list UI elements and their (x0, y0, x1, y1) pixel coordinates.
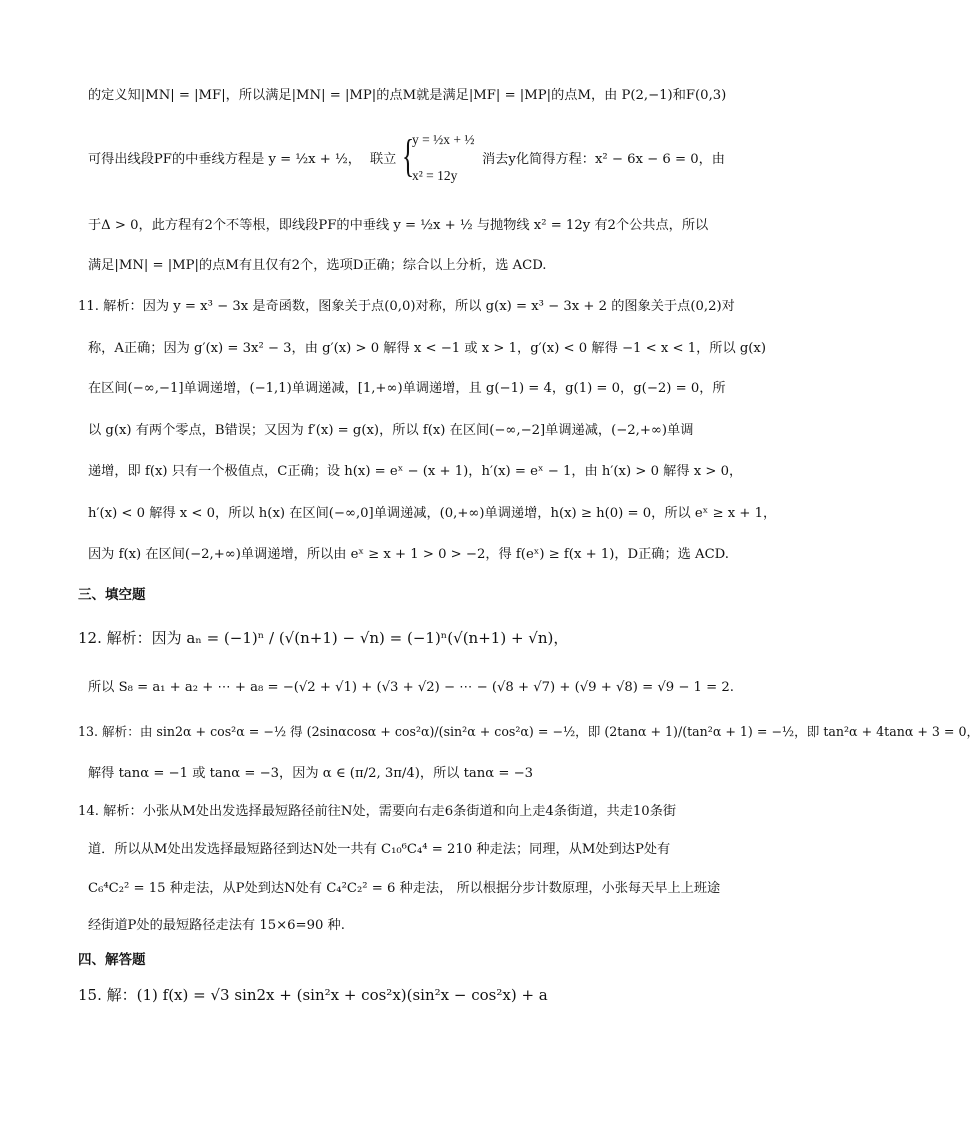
text-line: 解得 tanα = −1 或 tanα = −3，因为 α ∈ (π/2, 3π/4)，所以 tanα = −3 (88, 766, 534, 781)
text-line: 15. 解：(1) f(x) = √3 sin2x + (sin²x + cos²x)(sin²x − cos²x) + a (78, 986, 548, 1004)
section-heading: 四、解答题 (78, 952, 146, 968)
text-line: 14. 解析：小张从M处出发选择最短路径前往N处，需要向右走6条街道和向上走4条街道，共走10条街 (78, 804, 677, 819)
text-line: h′(x) < 0 解得 x < 0，所以 h(x) 在区间(−∞,0]单调递减，(0,+∞)单调递增，h(x) ≥ h(0) = 0，所以 eˣ ≥ x + 1， (88, 506, 777, 521)
text-line: 11. 解析：因为 y = x³ − 3x 是奇函数，图象关于点(0,0)对称，所以 g(x) = x³ − 3x + 2 的图象关于点(0,2)对 (78, 299, 735, 314)
text-line: 12. 解析：因为 aₙ = (−1)ⁿ / (√(n+1) − √n) = (−1)ⁿ(√(n+1) + √n)， (78, 629, 569, 647)
text-line: 可得出线段PF的中垂线方程是 y = ½x + ½， (88, 152, 361, 167)
text-line: 所以 S₈ = a₁ + a₂ + ⋯ + a₈ = −(√2 + √1) + (√3 + √2) − ⋯ − (√8 + √7) + (√9 + √8) = √9 − 1 = 2. (88, 680, 734, 695)
text-line: 于Δ > 0，此方程有2个不等根，即线段PF的中垂线 y = ½x + ½ 与抛物线 x² = 12y 有2个公共点，所以 (88, 218, 709, 233)
text-line: 消去y化简得方程：x² − 6x − 6 = 0，由 (482, 152, 725, 167)
text-line: 的定义知|MN| = |MF|，所以满足|MN| = |MP|的点M就是满足|MF| = |MP|的点M，由 P(2,−1)和F(0,3) (88, 88, 727, 103)
text-line: 在区间(−∞,−1]单调递增，(−1,1)单调递减，[1,+∞)单调递增，且 g(−1) = 4，g(1) = 0，g(−2) = 0，所 (88, 381, 726, 396)
text-line: C₆⁴C₂² = 15 种走法，从P处到达N处有 C₄²C₂² = 6 种走法， 所以根据分步计数原理，小张每天早上上班途 (88, 881, 721, 896)
text-line: 递增，即 f(x) 只有一个极值点，C正确；设 h(x) = eˣ − (x + 1)，h′(x) = eˣ − 1，由 h′(x) > 0 解得 x > 0， (88, 464, 743, 479)
system-equation: y = ½x + ½ (412, 132, 475, 147)
section-heading: 三、填空题 (78, 587, 146, 603)
text-line: 称，A正确；因为 g′(x) = 3x² − 3，由 g′(x) > 0 解得 x < −1 或 x > 1，g′(x) < 0 解得 −1 < x < 1，所以 g(x) (88, 341, 767, 356)
text-line: 以 g(x) 有两个零点，B错误；又因为 f′(x) = g(x)，所以 f(x) 在区间(−∞,−2]单调递减，(−2,+∞)单调 (88, 423, 694, 438)
text-line: 满足|MN| = |MP|的点M有且仅有2个，选项D正确；综合以上分析，选 ACD. (88, 258, 547, 273)
text-line: 联立 (370, 152, 397, 167)
text-line: 13. 解析：由 sin2α + cos²α = −½ 得 (2sinαcosα + cos²α)/(sin²α + cos²α) = −½，即 (2tanα + 1)/(tan²α + 1) = −½，即 tan²α + 4tanα + 3 = 0， (78, 724, 979, 739)
system-equation: x² = 12y (412, 168, 458, 183)
text-line: 因为 f(x) 在区间(−2,+∞)单调递增，所以由 eˣ ≥ x + 1 > 0 > −2，得 f(eˣ) ≥ f(x + 1)，D正确；选 ACD. (88, 547, 729, 562)
system-brace: { (402, 130, 415, 181)
text-line: 经街道P处的最短路径走法有 15×6=90 种. (88, 918, 345, 933)
text-line: 道．所以从M处出发选择最短路径到达N处一共有 C₁₀⁶C₄⁴ = 210 种走法；同理，从M处到达P处有 (88, 842, 671, 857)
